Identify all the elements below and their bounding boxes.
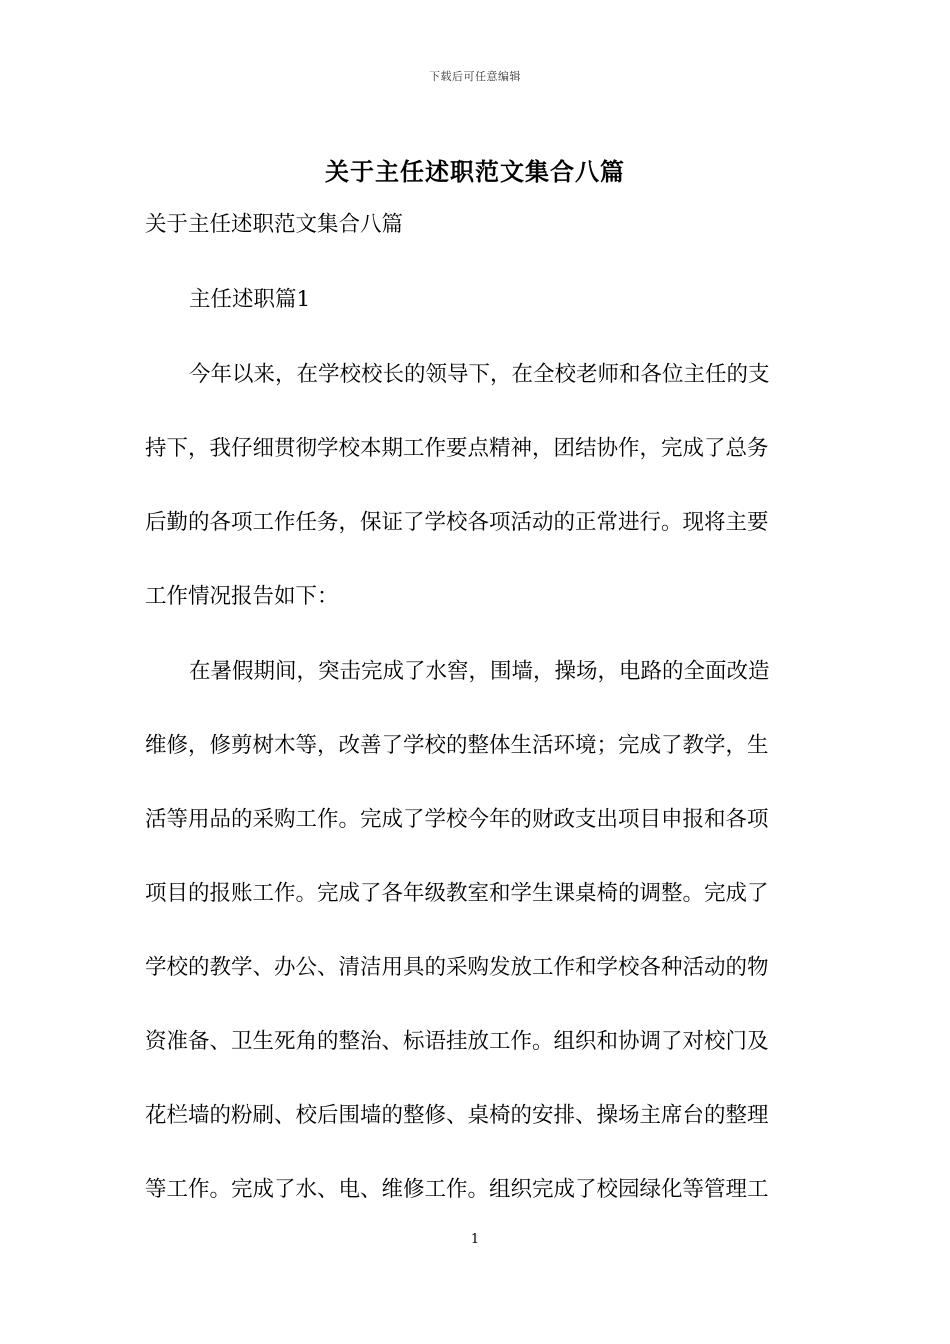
paragraph-line: 资准备、卫生死角的整治、标语挂放工作。组织和协调了对校门及 xyxy=(145,1029,769,1054)
header-note: 下载后可任意编辑 xyxy=(429,70,521,83)
paragraph-line: 项目的报账工作。完成了各年级教室和学生课桌椅的调整。完成了 xyxy=(145,881,769,906)
section-heading-block xyxy=(145,263,815,337)
paragraph-line: 后勤的各项工作任务，保证了学校各项活动的正常进行。现将主要 xyxy=(145,510,769,535)
paragraph-line: 活等用品的采购工作。完成了学校今年的财政支出项目申报和各项 xyxy=(145,807,769,832)
document-subtitle xyxy=(145,188,815,262)
paragraph-2 xyxy=(145,635,815,1227)
paragraph-line: 花栏墙的粉刷、校后围墙的整修、桌椅的安排、操场主席台的整理 xyxy=(145,1103,769,1128)
paragraph-line: 维修，修剪树木等，改善了学校的整体生活环境；完成了教学，生 xyxy=(145,733,769,758)
section-heading: 主任述职篇1 xyxy=(189,287,311,312)
paragraph-line: 今年以来，在学校校长的领导下，在全校老师和各位主任的支 xyxy=(189,362,770,387)
paragraph-line: 在暑假期间，突击完成了水窖，围墙，操场，电路的全面改造 xyxy=(189,659,770,684)
subtitle-line: 关于主任述职范文集合八篇 xyxy=(145,212,404,237)
document-title: 关于主任述职范文集合八篇 xyxy=(325,157,625,186)
page-number: 1 xyxy=(470,1232,480,1247)
paragraph-line: 工作情况报告如下： xyxy=(145,584,339,609)
paragraph-line: 学校的教学、办公、清洁用具的采购发放工作和学校各种活动的物 xyxy=(145,955,769,980)
paragraph-line: 等工作。完成了水、电、维修工作。组织完成了校园绿化等管理工 xyxy=(145,1177,769,1202)
paragraph-1 xyxy=(145,338,815,634)
paragraph-line: 持下，我仔细贯彻学校本期工作要点精神，团结协作，完成了总务 xyxy=(145,436,769,461)
